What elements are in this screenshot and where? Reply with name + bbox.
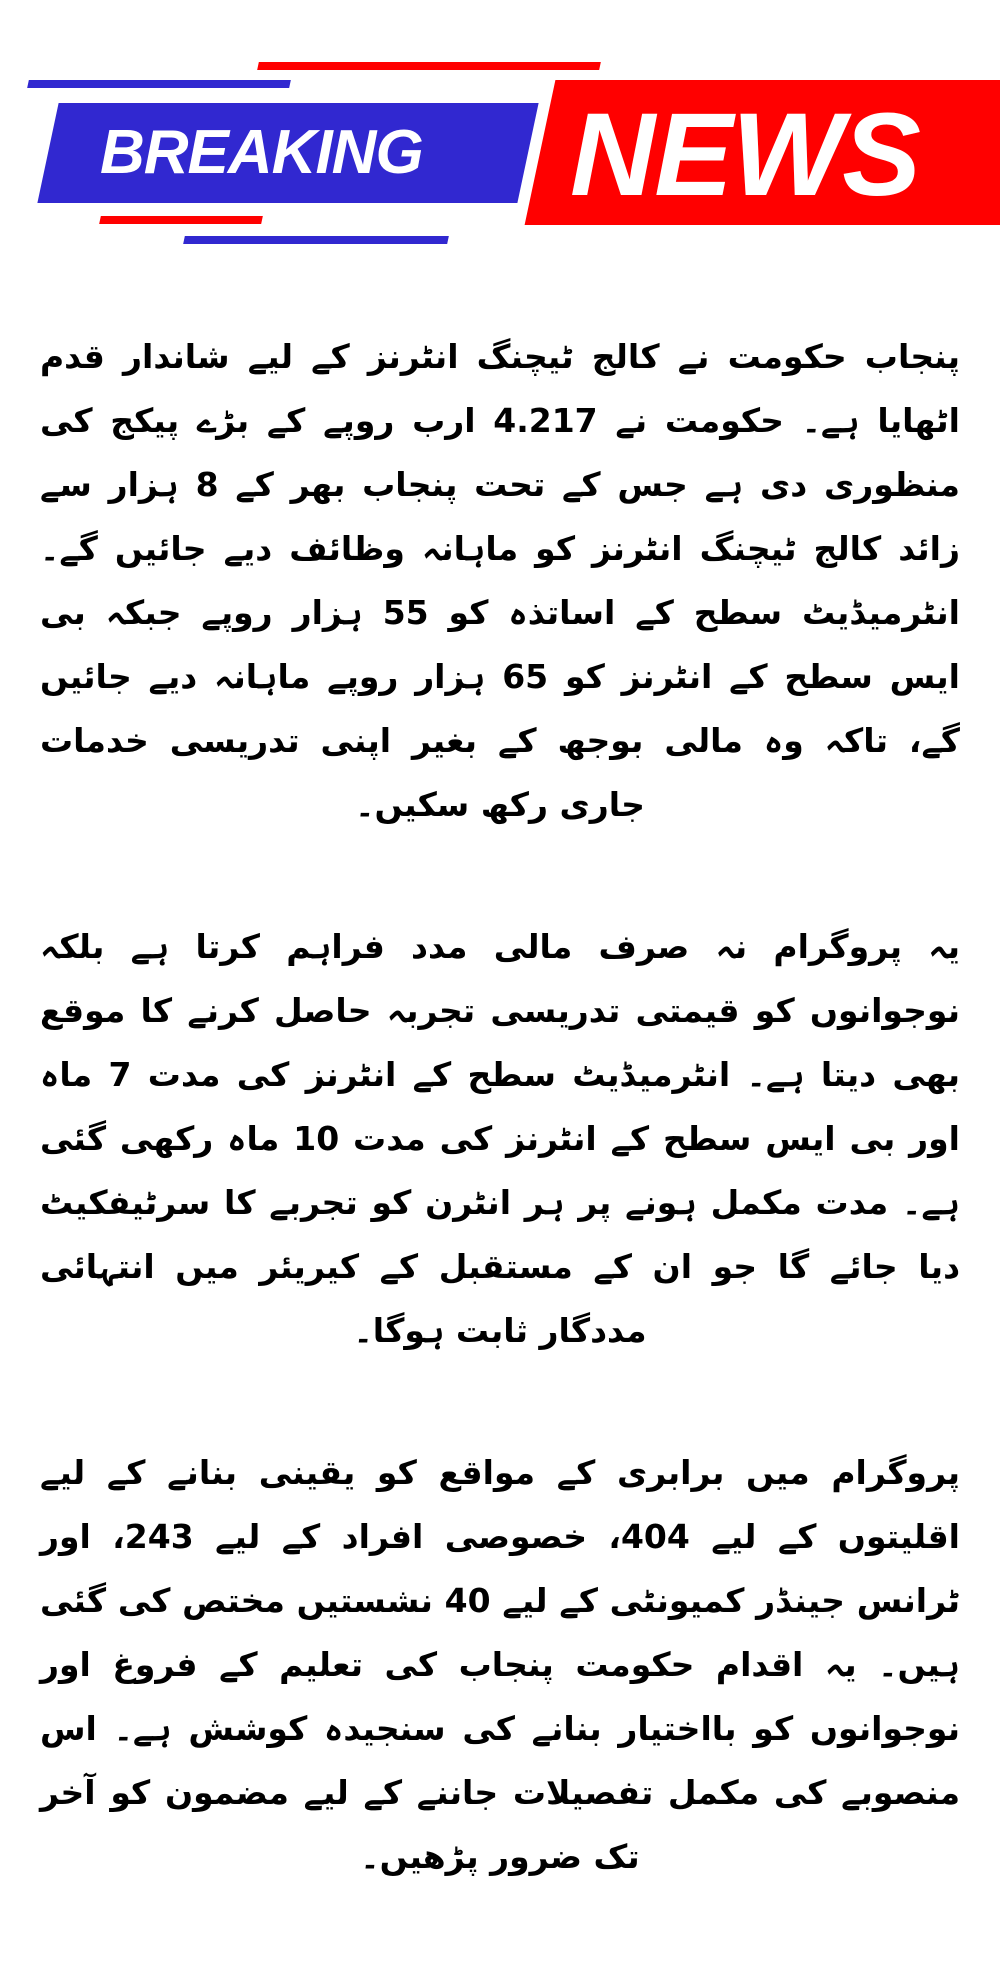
top-blue-stripe	[27, 80, 291, 88]
bottom-blue-stripe	[183, 236, 449, 244]
article-paragraph-3: پروگرام میں برابری کے مواقع کو یقینی بنانے کے لیے اقلیتوں کے لیے 404، خصوصی افراد کے لیے 243، اور ٹرانس جینڈر کمیونٹی کے لیے 40 نشستیں مختص کی گئی ہیں۔ یہ اقدام حکومت پنجاب کی تعلیم کے فروغ اور نوجوانوں کو بااختیار بنانے کی سنجیدہ کوشش ہے۔ اس منصوبے کی مکمل تفصیلات جاننے کے لیے مضمون کو آخر تک ضرور پڑھیں۔	[40, 1453, 960, 1876]
bottom-red-stripe	[99, 216, 263, 224]
news-label: NEWS	[570, 89, 920, 221]
top-red-stripe	[257, 62, 601, 70]
article-body	[40, 325, 960, 1967]
breaking-news-banner	[0, 0, 1000, 290]
article-paragraph-1: پنجاب حکومت نے کالج ٹیچنگ انٹرنز کے لیے شاندار قدم اٹھایا ہے۔ حکومت نے 4.217 ارب روپے کے بڑے پیکج کی منظوری دی ہے جس کے تحت پنجاب بھر کے 8 ہزار سے زائد کالج ٹیچنگ انٹرنز کو ماہانہ وظائف دیے جائیں گے۔ انٹرمیڈیٹ سطح کے اساتذہ کو 55 ہزار روپے جبکہ بی ایس سطح کے انٹرنز کو 65 ہزار روپے ماہانہ دیے جائیں گے، تاکہ وہ مالی بوجھ کے بغیر اپنی تدریسی خدمات جاری رکھ سکیں۔	[40, 337, 960, 824]
breaking-label: BREAKING	[100, 118, 423, 187]
article-paragraph-2: یہ پروگرام نہ صرف مالی مدد فراہم کرتا ہے بلکہ نوجوانوں کو قیمتی تدریسی تجربہ حاصل کرنے کا موقع بھی دیتا ہے۔ انٹرمیڈیٹ سطح کے انٹرنز کی مدت 7 ماہ اور بی ایس سطح کے انٹرنز کی مدت 10 ماہ رکھی گئی ہے۔ مدت مکمل ہونے پر ہر انٹرن کو تجربے کا سرٹیفکیٹ دیا جائے گا جو ان کے مستقبل کے کیریئر میں انتہائی مددگار ثابت ہوگا۔	[40, 927, 960, 1350]
